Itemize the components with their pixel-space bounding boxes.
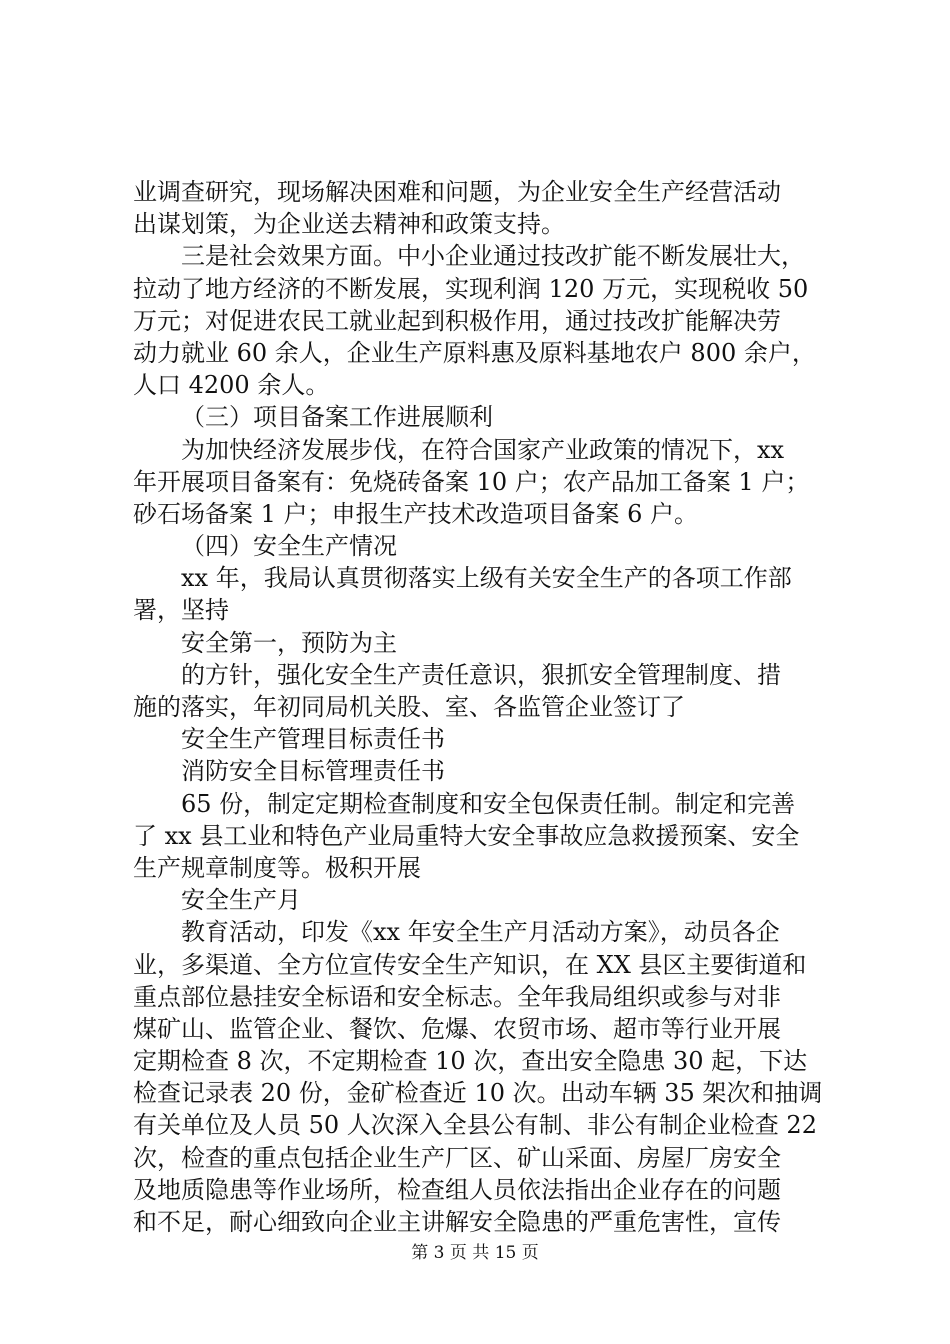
text-line: 和不足，耐心细致向企业主讲解安全隐患的严重危害性，宣传 bbox=[133, 1208, 781, 1236]
text-line: 有关单位及人员 50 人次深入全县公有制、非公有制企业检查 22 bbox=[133, 1111, 817, 1140]
paragraph-start-line: xx 年，我局认真贯彻落实上级有关安全生产的各项工作部 bbox=[181, 564, 792, 593]
paragraph-start-line: 教育活动，印发《xx 年安全生产月活动方案》，动员各企 bbox=[181, 918, 780, 947]
text-line: 砂石场备案 1 户；申报生产技术改造项目备案 6 户。 bbox=[133, 499, 699, 528]
paragraph-start-line: 的方针，强化安全生产责任意识，狠抓安全管理制度、措 bbox=[181, 660, 781, 689]
quoted-phrase-line: 安全生产月 bbox=[181, 886, 301, 915]
section-heading: （四）安全生产情况 bbox=[181, 532, 397, 561]
text-line: 重点部位悬挂安全标语和安全标志。全年我局组织或参与对非 bbox=[133, 982, 781, 1011]
section-heading: （三）项目备案工作进展顺利 bbox=[181, 403, 493, 432]
text-line: 出谋划策，为企业送去精神和政策支持。 bbox=[133, 210, 565, 239]
text-line: 业，多渠道、全方位宣传安全生产知识，在 XX 县区主要街道和 bbox=[133, 950, 807, 979]
text-line: 定期检查 8 次，不定期检查 10 次，查出安全隐患 30 起，下达 bbox=[133, 1047, 808, 1076]
quoted-phrase-line: 安全第一，预防为主 bbox=[181, 628, 397, 657]
paragraph-start-line: 65 份，制定定期检查制度和安全包保责任制。制定和完善 bbox=[181, 789, 796, 818]
text-line: 业调查研究，现场解决困难和问题，为企业安全生产经营活动 bbox=[133, 178, 781, 206]
paragraph-start-line: 为加快经济发展步伐，在符合国家产业政策的情况下，xx bbox=[181, 435, 785, 464]
text-line: 检查记录表 20 份，金矿检查近 10 次。出动车辆 35 架次和抽调 bbox=[133, 1079, 823, 1108]
text-line: 及地质隐患等作业场所，检查组人员依法指出企业存在的问题 bbox=[133, 1175, 781, 1204]
quoted-phrase-line: 消防安全目标管理责任书 bbox=[181, 757, 445, 786]
quoted-phrase-line: 安全生产管理目标责任书 bbox=[181, 725, 445, 754]
page-number-footer: 第 3 页 共 15 页 bbox=[411, 1243, 539, 1263]
text-line: 年开展项目备案有：免烧砖备案 10 户；农产品加工备案 1 户； bbox=[133, 467, 810, 496]
text-line: 署，坚持 bbox=[133, 596, 229, 625]
text-line: 动力就业 60 余人，企业生产原料惠及原料基地农户 800 余户， bbox=[133, 338, 816, 367]
document-body bbox=[133, 176, 833, 1238]
text-line: 生产规章制度等。极积开展 bbox=[133, 853, 421, 882]
text-line: 次，检查的重点包括企业生产厂区、矿山采面、房屋厂房安全 bbox=[133, 1143, 781, 1172]
text-line: 拉动了地方经济的不断发展，实现利润 120 万元，实现税收 50 bbox=[133, 274, 809, 303]
text-line: 煤矿山、监管企业、餐饮、危爆、农贸市场、超市等行业开展 bbox=[133, 1014, 781, 1043]
text-line: 人口 4200 余人。 bbox=[133, 371, 330, 400]
text-line: 施的落实，年初同局机关股、室、各监管企业签订了 bbox=[133, 693, 685, 721]
text-line: 万元；对促进农民工就业起到积极作用，通过技改扩能解决劳 bbox=[133, 306, 781, 335]
paragraph-start-line: 三是社会效果方面。中小企业通过技改扩能不断发展壮大， bbox=[181, 242, 805, 271]
text-line: 了 xx 县工业和特色产业局重特大安全事故应急救援预案、安全 bbox=[133, 821, 800, 850]
